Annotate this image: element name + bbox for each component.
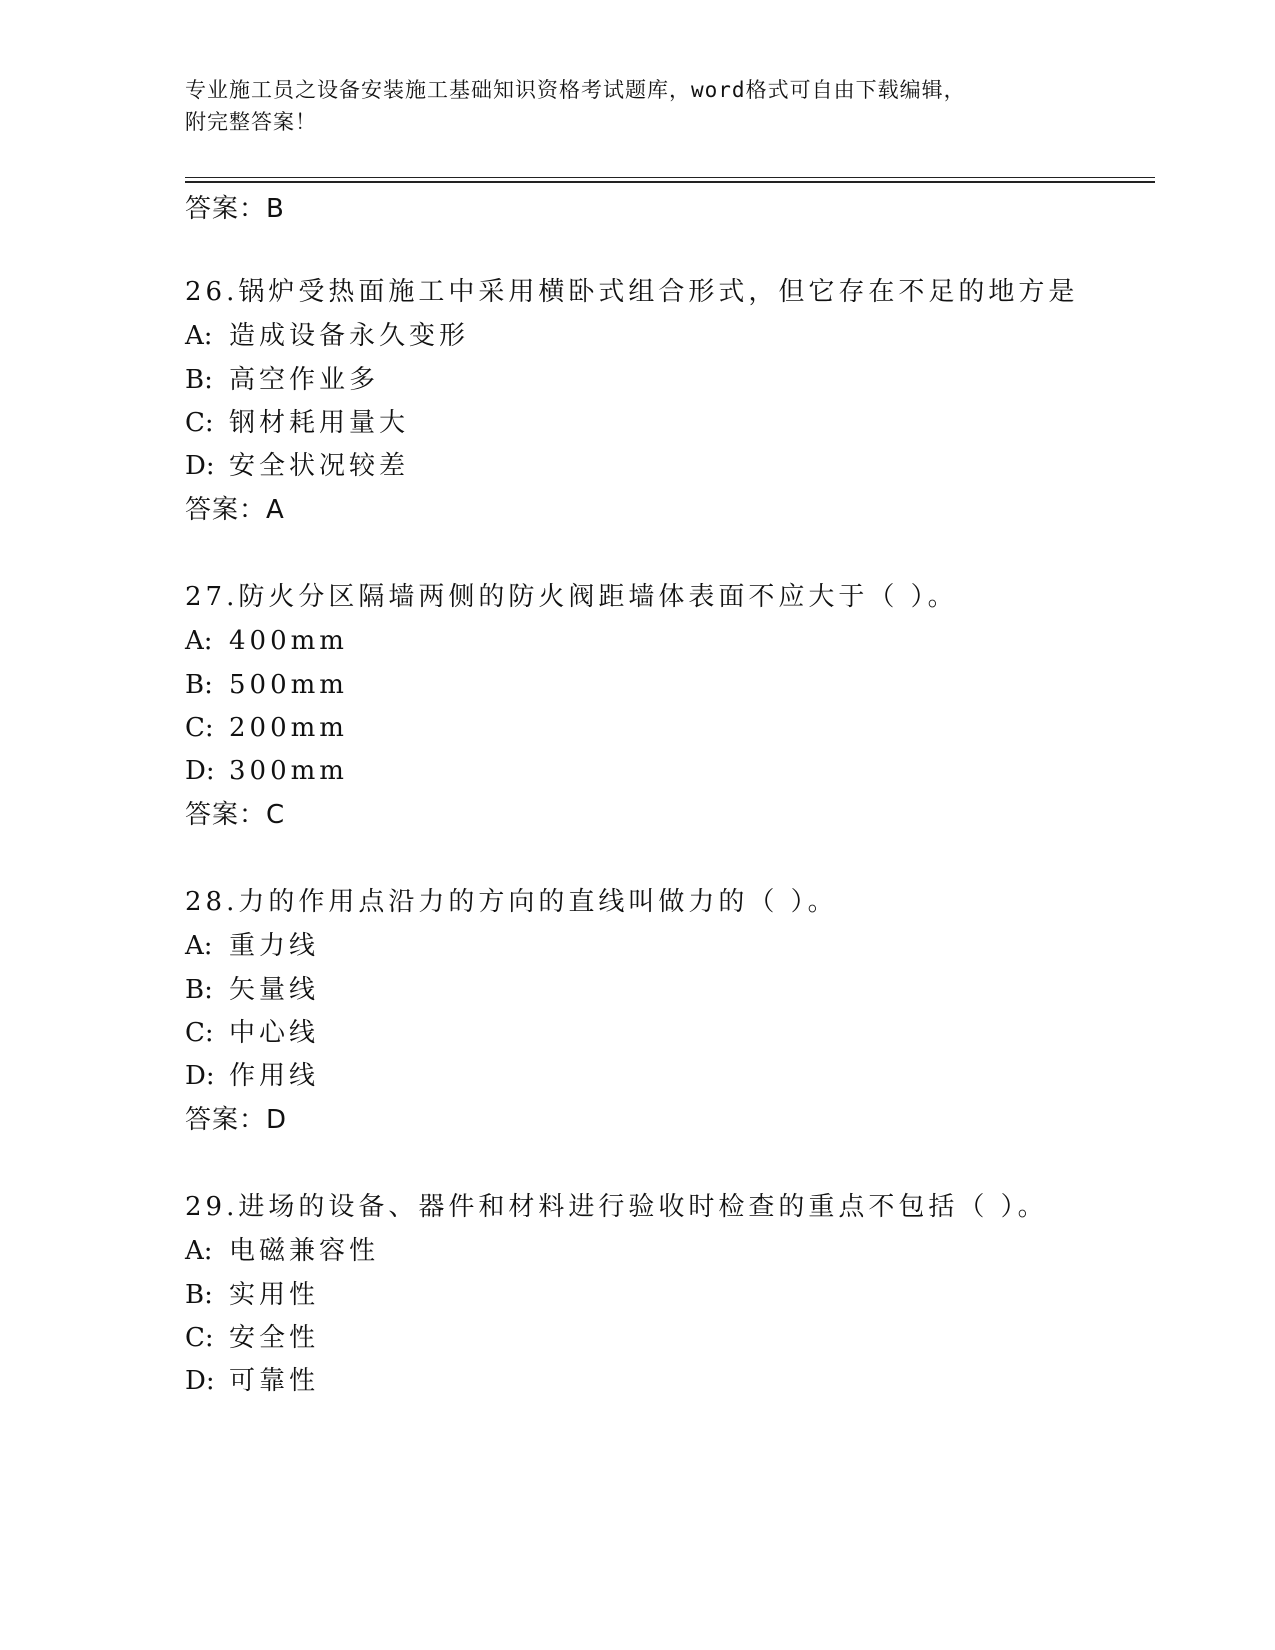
option-letter: D: [185, 1061, 215, 1091]
question-26: 26.锅炉受热面施工中采用横卧式组合形式，但它存在不足的地方是 [185, 277, 1079, 307]
answer-27: 答案：C [185, 800, 286, 830]
option-text: 重力线 [229, 931, 320, 961]
header-line-2: 附完整答案！ [185, 110, 317, 134]
option-text: 200mm [229, 713, 348, 743]
option-letter: A: [185, 931, 213, 961]
option-letter: B: [185, 975, 213, 1005]
option-letter: A: [185, 626, 213, 656]
header-divider-thin [185, 177, 1155, 178]
option-26-b [185, 362, 379, 398]
option-text: 电磁兼容性 [229, 1236, 380, 1266]
option-letter: C: [185, 1323, 214, 1353]
header-line-1: 专业施工员之设备安装施工基础知识资格考试题库，word格式可自由下载编辑， [185, 78, 966, 102]
question-29: 29.进场的设备、器件和材料进行验收时检查的重点不包括（ ）。 [185, 1192, 1048, 1222]
option-28-a [185, 928, 319, 964]
option-27-d [185, 753, 348, 789]
option-letter: C: [185, 1018, 214, 1048]
answer-26: 答案：A [185, 495, 285, 525]
option-text: 500mm [229, 670, 348, 700]
option-text: 高空作业多 [229, 365, 380, 395]
option-27-a [185, 623, 348, 659]
option-text: 中心线 [229, 1018, 320, 1048]
option-text: 实用性 [229, 1280, 320, 1310]
option-letter: D: [185, 451, 215, 481]
option-text: 可靠性 [229, 1366, 320, 1396]
option-29-c [185, 1320, 319, 1356]
option-text: 安全性 [229, 1323, 320, 1353]
option-29-a [185, 1233, 379, 1269]
option-text: 安全状况较差 [229, 451, 410, 481]
option-29-b [185, 1277, 319, 1313]
option-text: 400mm [229, 626, 348, 656]
option-letter: C: [185, 408, 214, 438]
option-text: 作用线 [229, 1061, 320, 1091]
option-26-a [185, 318, 469, 354]
option-text: 300mm [229, 756, 348, 786]
option-letter: A: [185, 1236, 213, 1266]
option-letter: B: [185, 670, 213, 700]
previous-answer: 答案：B [185, 194, 285, 224]
option-letter: B: [185, 1280, 213, 1310]
option-29-d [185, 1363, 319, 1399]
option-text: 钢材耗用量大 [229, 408, 410, 438]
option-letter: C: [185, 713, 214, 743]
option-letter: D: [185, 1366, 215, 1396]
option-letter: B: [185, 365, 213, 395]
option-28-b [185, 972, 319, 1008]
option-27-c [185, 710, 348, 746]
header-divider-thick [185, 181, 1155, 183]
question-28: 28.力的作用点沿力的方向的直线叫做力的（ ）。 [185, 887, 838, 917]
option-26-d [185, 448, 409, 484]
option-letter: A: [185, 321, 213, 351]
option-text: 矢量线 [229, 975, 320, 1005]
option-26-c [185, 405, 409, 441]
option-text: 造成设备永久变形 [229, 321, 470, 351]
option-27-b [185, 667, 348, 703]
answer-28: 答案：D [185, 1105, 288, 1135]
option-28-d [185, 1058, 319, 1094]
option-letter: D: [185, 756, 215, 786]
document-header [185, 74, 1065, 138]
question-27: 27.防火分区隔墙两侧的防火阀距墙体表面不应大于（ ）。 [185, 582, 958, 612]
option-28-c [185, 1015, 319, 1051]
